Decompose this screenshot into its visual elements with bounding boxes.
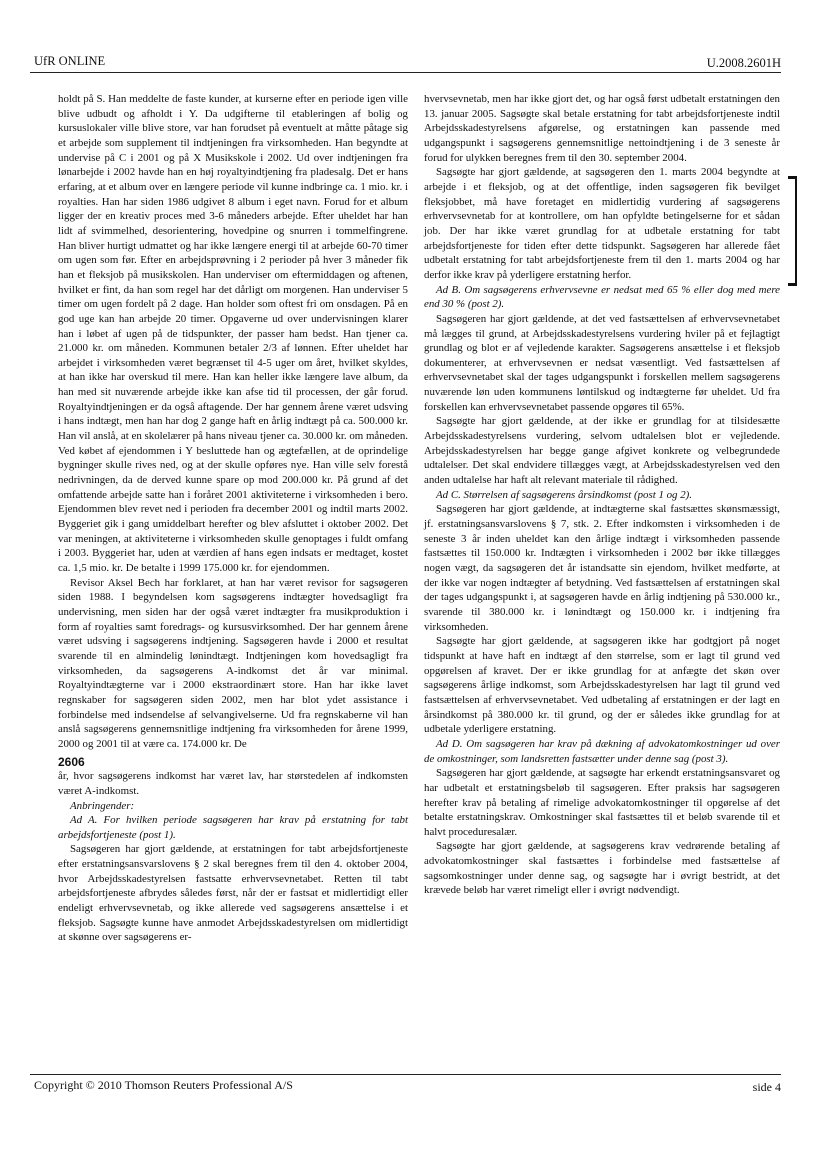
paragraph: Sagsøgeren har gjort gældende, at erstatningen for tabt arbejdsfortjeneste efter erstatningsansvarslovens § 2 skal beregnes frem til den 4. oktober 2004, hvor Arbejdsskadestyrelsen fastsatte erhvervsevnetabet. Retten til tabt arbejdsfortjeneste afbrydes således først, når der er fastsat et midlertidigt eller endeligt erhvervsevnetab, og ikke allerede ved sagsøgerens ansættelse i et fleksjob. Sagsøgte kunne have anmodet Arbejdsskadestyrelsen om midlertidigt at skønne over sagsøgerens er-	[58, 843, 408, 944]
footer-rule	[30, 1074, 781, 1075]
page-header	[34, 52, 781, 72]
paragraph: holdt på S. Han meddelte de faste kunder, at kurserne efter en periode igen ville blive udbudt og afholdt i Y. Da udgifterne til etableringen af bolig og kursuslokaler ville blive store, var han forudset på eventuelt at måtte påtage sig et arbejde som supplement til indtjeningen fra virksomheden. Han begyndte at undervise på C i 2001 og på X Musikskole i 2002. Ud over indtjeningen fra lønarbejde i 2002 havde han en høj royaltyindtjening fra pladesalg. Det er hans erfaring, at et album over en længere periode vil kunne indbringe ca. 1 mio. kr. i royalties. Han har siden 1986 udgivet 8 album i eget navn. Forud for et album ligger der en kreativ proces med 3-6 måneders arbejde. Efter uheldet har han lidt af svimmelhed, desorientering, hovedpine og snurren i tommelfingrene. Han bliver hurtigt udmattet og har ikke længere energi til at arbejde 60-70 timer om ugen som før. Efter en arbejdsprøvning i 2 perioder på hver 3 måneder fik han et fleksjob på musikskolen. Han underviser om eftermiddagen og aftenen, hvilket er fint, da han som regel har det dårligt om morgenen. Han underviser 5 timer om ugen fordelt på 2 dage. Han holder som oftest fri om onsdagen. På en god uge kan han arbejde 20 timer. Opgaverne ud over undervisningen klarer han i løbet af ugen på de tidspunkter, der passer ham bedst. Han tjener ca. 21.000 kr. om måneden. Kommunen betaler 2/3 af lønnen. Efter uheldet har arbejdet i virksomheden været begrænset til 4-5 uger om året, hvilket skyldes, at han ikke har overskud til mere. Han kan heller ikke længere lave album, da han med sit nuværende arbejde ikke kan afse tid til processen, der går forud. Royaltyindtjeningen er da også aftagende. Der har gennem årene været udsving i hans indtægt, men han har dog 2 gange haft en årlig indtægt på ca. 500.000 kr. Han vil anslå, at en skolelærer på hans niveau tjener ca. 30.000 kr. om måneden. Ved købet af ejendommen i Y besluttede han og ægtefællen, at de oprindelige bygninger skulle rives ned, og at der skulle opføres nye. Han ville selv forestå nedrivningen, da de derved kunne spare op mod 200.000 kr. På grund af det omfattende arbejde satte han i foråret 2001 aktiviteterne i virksomheden i bero. Ejendommen blev revet ned i perioden fra december 2001 og indtil marts 2002. Byggeriet gik i gang umiddelbart herefter og blev afsluttet i oktober 2002. Det var meningen, at aktiviteterne i virksomheden skulle genoptages i fuldt omfang i 2003. Byggeriet har, uden at værdien af hans egen indsats er medtaget, kostet ca. 1,5 mio. kr. De betalte i 1999 175.000 kr. for ejendommen.	[58, 93, 408, 574]
paragraph: Revisor Aksel Bech har forklaret, at han har været revisor for sagsøgeren siden 1988. I begyndelsen kom sagsøgerens indtægter hovedsagligt fra undervisning, men siden har der også været indtægter fra musikproduktion i form af royalties samt foredrags- og kursusvirksomhed. Der har gennem årene været udsving i sagsøgerens indtjening. Sagsøgeren havde i 2000 et resultat svarende til en almindelig lønindtægt. Indtjeningen kom hovedsagligt fra virksomheden, da sagsøgerens A-indkomst det år var minimal. Royaltyindtægterne var i 2000 ekstraordinært store. Han har ikke lavet regnskaber for sagsøgeren siden 2002, men har blot ydet assistance i forbindelse med indsendelse af selvangivelserne. Ud fra regnskaberne vil han anslå sagsøgerens gennemsnitlige indtjening fra virksomheden for årene 1999, 2000 og 2001 til at være ca. 174.000 kr. De	[58, 576, 408, 750]
publication-name: UfR ONLINE	[34, 54, 106, 68]
left-column	[58, 92, 408, 945]
paragraph: år, hvor sagsøgerens indkomst har været lav, har størstedelen af indkomsten været A-indkomst.	[58, 770, 408, 797]
copyright-notice: Copyright © 2010 Thomson Reuters Professional A/S	[34, 1078, 293, 1092]
subsection-heading: Ad B. Om sagsøgerens erhvervsevne er nedsat med 65 % eller dog med mere end 30 % (post 2).	[424, 283, 780, 311]
margin-bracket-mark	[788, 176, 797, 286]
print-page-number: 2606	[58, 754, 85, 769]
footer-page-number: side 4	[752, 1080, 781, 1094]
paragraph: Sagsøgeren har gjort gældende, at sagsøgte har erkendt erstatningsansvaret og har udbetalt et erstatningsbeløb til sagsøgeren. Efter praksis har sagsøgeren herefter krav på betaling af rimelige advokatomkostninger til opgørelse af det betalte erstatningskrav. Omkostninger skal fastsættes til et beløb svarende til et halvt proceduresalær.	[424, 767, 780, 838]
paragraph: Sagsøgte har gjort gældende, at der ikke er grundlag for at tilsidesætte Arbejdsskadestyrelsens vurdering, selvom udtalelsen blot er vejledende. Arbejdsskadestyrelsen har begge gange afgivet konkrete og velbegrundede udtalelser. Det skal endvidere tillægges vægt, at Arbejdsskadestyrelsen ved den anden udtalelse har haft alt relevant materiale til rådighed.	[424, 415, 780, 487]
section-heading: Anbringender:	[70, 799, 135, 812]
right-column	[424, 92, 780, 898]
header-rule	[30, 72, 781, 73]
paragraph: Sagsøgte har gjort gældende, at sagsøgeren den 1. marts 2004 begyndte at arbejde i et fleksjob, og at det offentlige, inden sagsøgeren fik bevilget fleksjobbet, må have foretaget en midlertidig vurdering af sagsøgerens erhvervsevnetab for at kontrollere, om han opfyldte betingelserne for et sådan job. Der har ikke været grundlag for at udbetale erstatning for tabt arbejdsfortjeneste for tiden efter dette tidspunkt. Sagsøgeren har allerede fået udbetalt erstatning for tabt arbejdsfortjeneste frem til den 1. marts 2004 og har derfor ikke krav på yderligere erstatning herfor.	[424, 166, 780, 281]
paragraph: Sagsøgte har gjort gældende, at sagsøgerens krav vedrørende betaling af advokatomkostninger skal fastsættes i forbindelse med fastsættelse af sagsomkostninger under denne sag, og sagsøgte har i øvrigt bestridt, at det krævede beløb har været rimeligt eller i øvrigt nødvendigt.	[424, 840, 780, 897]
subsection-heading: Ad A. For hvilken periode sagsøgeren har krav på erstatning for tabt arbejdsfortjeneste (post 1).	[58, 814, 408, 841]
document-reference: U.2008.2601H	[706, 56, 781, 70]
paragraph: Sagsøgte har gjort gældende, at sagsøgeren ikke har godtgjort på noget tidspunkt at have haft en indtægt af den størrelse, som er lagt til grund ved opgørelsen af kravet. Der er ikke grundlag for at anfægte det skøn over sagsøgerens årlige indkomst, som Arbejdsskadestyrelsen har lagt til grund ved fastsættelsen af erhvervsevnetabet. Ved udbetaling af erstatningen er der lagt en årsindkomst på 380.000 kr. til grund, og der er således ikke grundlag for at udbetale yderligere erstatning.	[424, 635, 780, 736]
paragraph: Sagsøgeren har gjort gældende, at det ved fastsættelsen af erhvervsevnetabet må lægges til grund, at Arbejdsskadestyrelsens vurdering hviler på et fejlagtigt grundlag og blot er af vejledende karakter. Sagsøgerens ansættelse i et fleksjob dokumenterer, at erhvervsevnen er nedsat væsentligt. Ved fastsættelsen af erhvervsevnetabet skal der tages udgangspunkt i forskellen mellem sagsøgerens nuværende løn uden kommunens løntilskud og indtægterne før uheldet. Ud fra forskellen kan erhvervsevnetabet passende opgøres til 65%.	[424, 312, 780, 413]
paragraph: Sagsøgeren har gjort gældende, at indtægterne skal fastsættes skønsmæssigt, jf. erstatningsansvarslovens § 7, stk. 2. Efter indkomsten i virksomheden i de seneste 3 år inden uheldet kan den årlige indtægt i virksomheden passende fastsættes til 150.000 kr. Indtægten i virksomheden i 2002 bør ikke tillægges nogen vægt, da sagsøgeren det år istandsatte sin ejendom, hvilket medførte, at der ikke var nogen indtægter af betydning. Ved fastsættelsen af erstatningen skal der tages udgangspunkt i, at sagsøgeren havde en årlig indtjening på 530.000 kr., svarende til 380.000 kr. i lønindtægt og 150.000 kr. i indtjening fra virksomheden.	[424, 503, 780, 633]
subsection-heading: Ad C. Størrelsen af sagsøgerens årsindkomst (post 1 og 2).	[436, 488, 693, 501]
subsection-heading: Ad D. Om sagsøgeren har krav på dækning af advokatomkostninger ud over de omkostninger, som landsretten fastsætter under denne sag (post 3).	[424, 737, 780, 765]
paragraph: hvervsevnetab, men har ikke gjort det, og har også først udbetalt erstatningen den 13. januar 2005. Sagsøgte skal betale erstatning for tabt arbejdsfortjeneste indtil Arbejdsskadestyrelsens afgørelse, og erstatningen kan passende med udgangspunkt i sagsøgerens gennemsnitlige nettoindtjening i de 3 seneste år forud for ulykken beregnes frem til den 30. september 2004.	[424, 93, 780, 164]
